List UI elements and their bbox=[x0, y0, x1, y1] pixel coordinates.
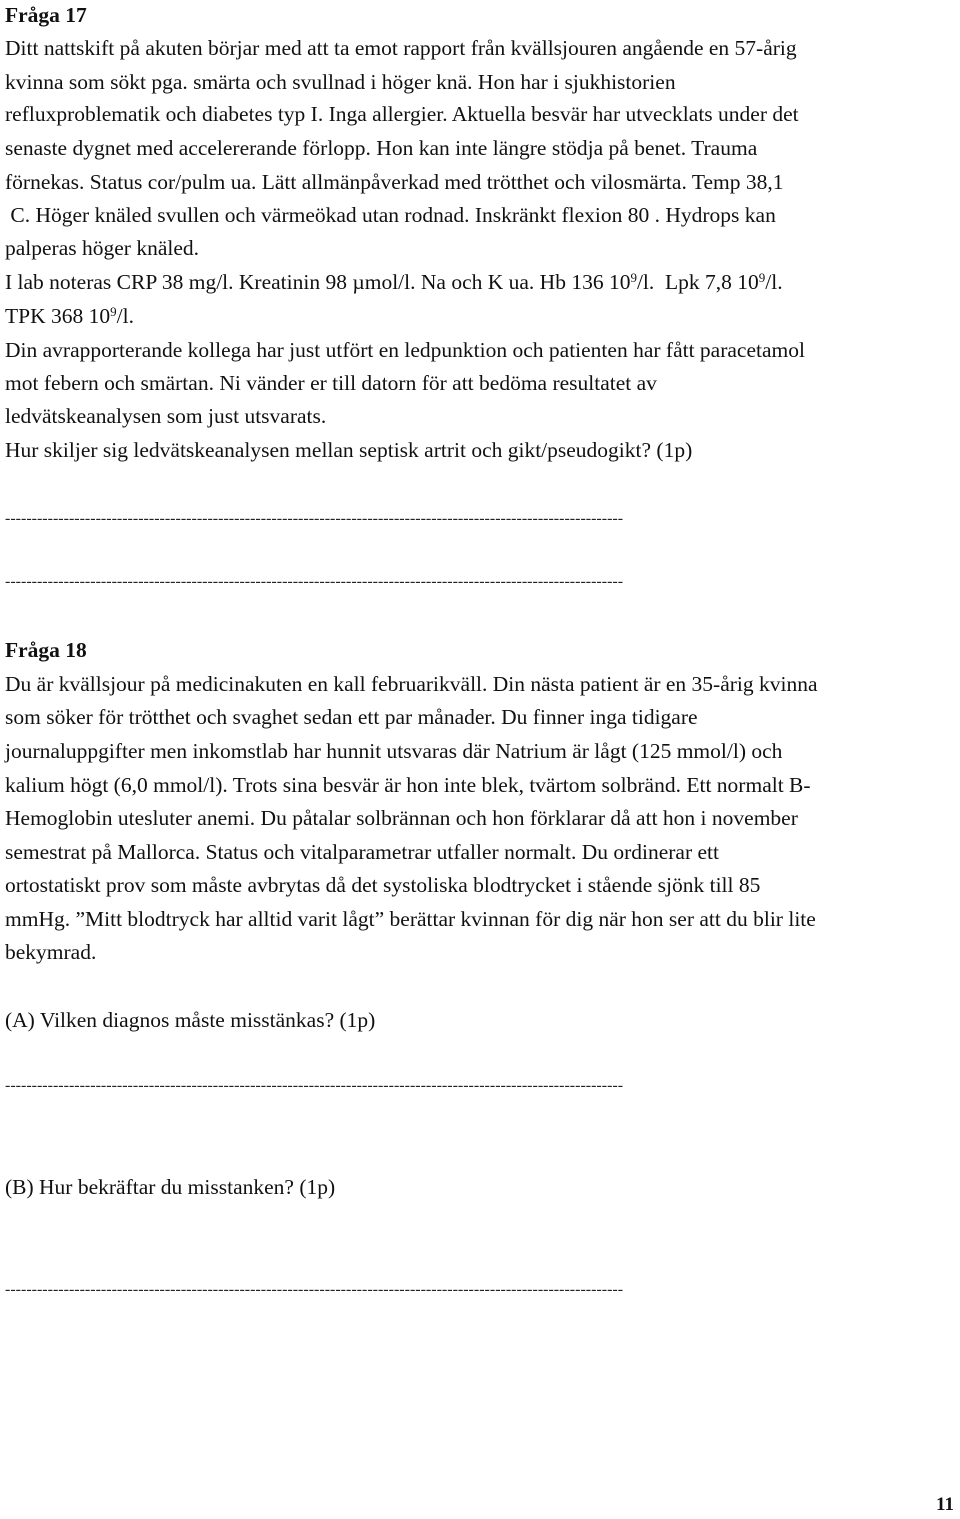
question-prompt-b: (B) Hur bekräftar du misstanken? (1p) bbox=[5, 1175, 336, 1199]
page-number: 11 bbox=[936, 1494, 954, 1515]
lab-line: I lab noteras CRP 38 mg/l. Kreatinin 98 µmol/l. Na och K ua. Hb 136 $10^9/l$. Lpk 7,8 $10^9/l$. bbox=[5, 270, 783, 294]
text-line: palperas höger knäled. bbox=[5, 236, 200, 260]
question-17-title: Fråga 17 bbox=[5, 3, 87, 27]
text-line: ortostatiskt prov som måste avbrytas då det systoliska blodtrycket i stående sjönk till 85 bbox=[5, 873, 761, 897]
answer-line: -------------------------------------------------------------------------------------------------------------------- bbox=[5, 573, 624, 590]
text-line: som söker för trötthet och svaghet sedan ett par månader. Du finner inga tidigare bbox=[5, 705, 698, 729]
text-line: refluxproblematik och diabetes typ I. Inga allergier. Aktuella besvär har utvecklats under det bbox=[5, 102, 799, 126]
text-line: kalium högt (6,0 mmol/l). Trots sina besvär är hon inte blek, tvärtom solbränd. Ett normalt B- bbox=[5, 773, 811, 797]
question-prompt-a: (A) Vilken diagnos måste misstänkas? (1p) bbox=[5, 1008, 376, 1032]
text-line: kvinna som sökt pga. smärta och svullnad i höger knä. Hon har i sjukhistorien bbox=[5, 70, 676, 94]
text-line: journaluppgifter men inkomstlab har hunnit utsvaras där Natrium är lågt (125 mmol/l) och bbox=[5, 739, 783, 763]
text-line: Du är kvällsjour på medicinakuten en kall februarikväll. Din nästa patient är en 35-årig kvinna bbox=[5, 672, 818, 696]
lab-line: TPK 368 $10^9/l$. bbox=[5, 304, 134, 328]
text-line: mot febern och smärtan. Ni vänder er till datorn för att bedöma resultatet av bbox=[5, 371, 657, 395]
answer-line: -------------------------------------------------------------------------------------------------------------------- bbox=[5, 1281, 624, 1298]
text-line: Hemoglobin utesluter anemi. Du påtalar solbrännan och hon förklarar då att hon i november bbox=[5, 806, 798, 830]
text-line: ledvätskeanalysen som just utsvarats. bbox=[5, 404, 327, 428]
text-line: Ditt nattskift på akuten börjar med att ta emot rapport från kvällsjouren angående en 57-årig bbox=[5, 36, 797, 60]
question-prompt: Hur skiljer sig ledvätskeanalysen mellan septisk artrit och gikt/pseudogikt? (1p) bbox=[5, 438, 693, 462]
text-line: senaste dygnet med accelererande förlopp. Hon kan inte längre stödja på benet. Trauma bbox=[5, 136, 758, 160]
question-18-title: Fråga 18 bbox=[5, 638, 87, 662]
text-line: Din avrapporterande kollega har just utfört en ledpunktion och patienten har fått paracetamol bbox=[5, 338, 805, 362]
answer-line: -------------------------------------------------------------------------------------------------------------------- bbox=[5, 510, 624, 527]
text-line: mmHg. ”Mitt blodtryck har alltid varit lågt” berättar kvinnan för dig när hon ser att du blir lite bbox=[5, 907, 816, 931]
text-line: bekymrad. bbox=[5, 940, 97, 964]
text-line: semestrat på Mallorca. Status och vitalparametrar utfaller normalt. Du ordinerar ett bbox=[5, 840, 720, 864]
answer-line: -------------------------------------------------------------------------------------------------------------------- bbox=[5, 1077, 624, 1094]
text-line: förnekas. Status cor/pulm ua. Lätt allmänpåverkad med trötthet och vilosmärta. Temp 38,1 bbox=[5, 170, 784, 194]
text-line: C. Höger knäled svullen och värmeökad utan rodnad. Inskränkt flexion 80 . Hydrops kan bbox=[5, 203, 776, 227]
